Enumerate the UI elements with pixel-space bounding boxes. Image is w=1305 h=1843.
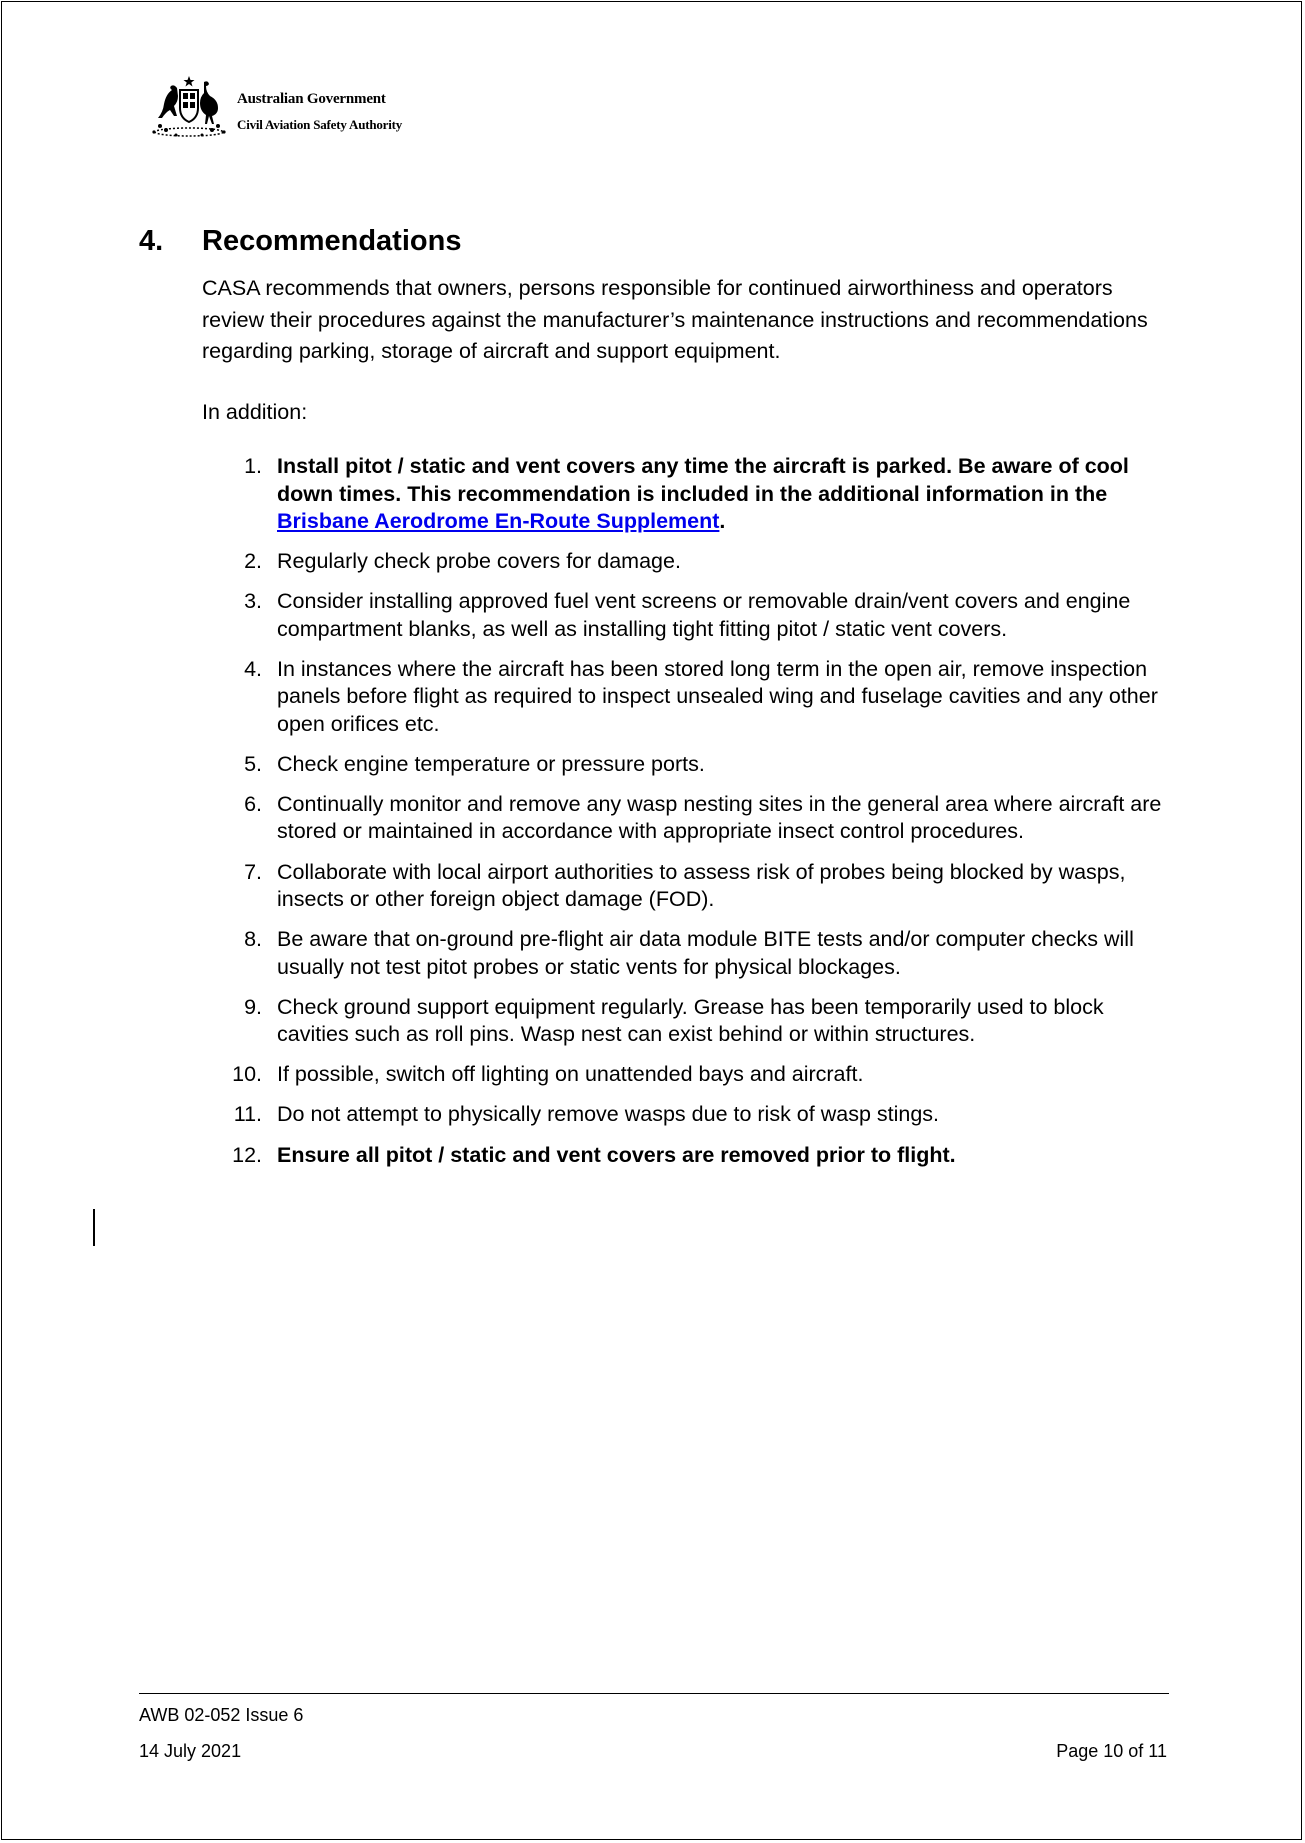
list-item-text-end: . [719, 509, 726, 533]
org-name-line2: Civil Aviation Safety Authority [237, 117, 403, 132]
section-title: Recommendations [202, 225, 462, 257]
list-item-text: Check engine temperature or pressure ports. [277, 751, 705, 776]
section-number: 4. [139, 225, 164, 257]
list-item-number: 1. [244, 454, 262, 478]
intro-paragraph: CASA recommends that owners, persons responsible for continued airworthiness and operators review their procedures against the manufacturer’s maintenance instructions and recommendations regarding parking, storage of aircraft and support equipment. [202, 276, 1148, 363]
footer-page-number: Page 10 of 11 [1056, 1741, 1167, 1761]
section-heading [139, 225, 461, 258]
recommendations-list [202, 453, 1172, 1182]
footer-divider [139, 1693, 1169, 1694]
list-item-text: Install pitot / static and vent covers any time the aircraft is parked. Be aware of cool down times. This recommendation is included in the additional information in the [277, 454, 1129, 506]
list-item-number: 8. [244, 927, 262, 952]
list-item [202, 1101, 1172, 1129]
list-item [202, 453, 1172, 536]
list-item-number: 10. [232, 1062, 262, 1087]
list-item-number: 9. [244, 994, 262, 1019]
org-name-line1: Australian Government [237, 91, 386, 107]
list-item-number: 12. [232, 1142, 262, 1167]
revision-change-bar [93, 1209, 95, 1246]
list-item [202, 656, 1172, 739]
list-item-text: Ensure all pitot / static and vent covers are removed prior to flight. [277, 1142, 956, 1167]
list-item-text: Collaborate with local airport authorities to assess risk of probes being blocked by wasps, insects or other foreign object damage (FOD). [277, 859, 1126, 912]
footer-date: 14 July 2021 [139, 1741, 242, 1761]
list-item-text: Check ground support equipment regularly. Grease has been temporarily used to block cavities such as roll pins. Wasp nest can exist behind or within structures. [277, 994, 1104, 1047]
list-item-text: Do not attempt to physically remove wasps due to risk of wasp stings. [277, 1102, 940, 1127]
list-item-number: 11. [233, 1102, 262, 1127]
list-item-number: 2. [244, 549, 262, 574]
list-item [202, 791, 1172, 846]
list-item-number: 6. [244, 791, 262, 816]
list-item-text: Regularly check probe covers for damage. [277, 549, 681, 574]
list-item [202, 859, 1172, 914]
list-item [202, 926, 1172, 981]
footer-document-id: AWB 02-052 Issue 6 [139, 1705, 304, 1725]
in-addition-text: In addition: [202, 400, 308, 424]
list-item-text: If possible, switch off lighting on unattended bays and aircraft. [277, 1062, 864, 1087]
list-item [202, 994, 1172, 1049]
list-item-number: 7. [244, 859, 262, 884]
list-item-text: Be aware that on-ground pre-flight air data module BITE tests and/or computer checks will usually not test pitot probes or static vents for physical blockages. [277, 927, 1134, 979]
brisbane-ersa-link[interactable]: Brisbane Aerodrome En-Route Supplement [277, 509, 720, 533]
list-item-number: 3. [244, 589, 262, 614]
list-item [202, 588, 1172, 643]
list-item-number: 5. [244, 751, 262, 776]
list-item [202, 751, 1172, 779]
list-item [202, 1142, 1172, 1170]
coat-of-arms-icon [146, 74, 232, 140]
list-item-text: In instances where the aircraft has been stored long term in the open air, remove inspection panels before flight as required to inspect unsealed wing and fuselage cavities and any other open orifices etc. [277, 656, 1158, 736]
header-logo [146, 74, 446, 140]
list-item-text: Consider installing approved fuel vent screens or removable drain/vent covers and engine compartment blanks, as well as installing tight fitting pitot / static vent covers. [277, 589, 1131, 641]
list-item-text: Continually monitor and remove any wasp nesting sites in the general area where aircraft are stored or maintained in accordance with appropriate insect control procedures. [277, 791, 1162, 844]
list-item [202, 548, 1172, 576]
list-item [202, 1061, 1172, 1089]
list-item-number: 4. [244, 656, 262, 681]
